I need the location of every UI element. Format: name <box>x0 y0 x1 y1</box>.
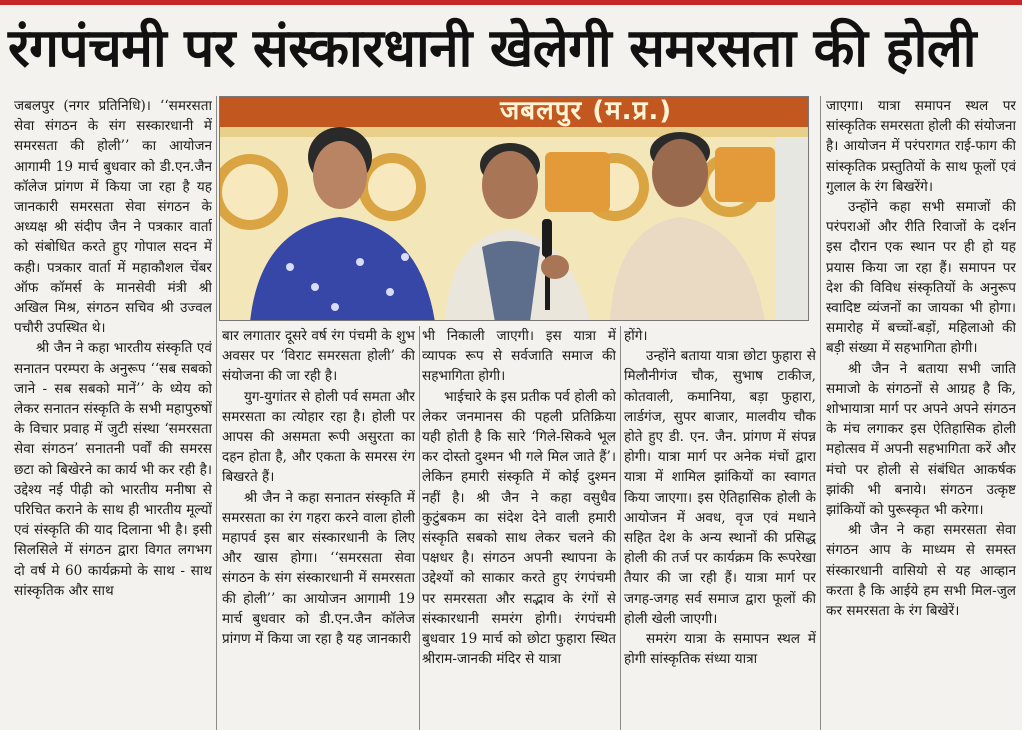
article-column-4 <box>624 326 816 730</box>
paragraph: भी निकाली जाएगी। इस यात्रा में व्यापक रूप से सर्वजाति समाज की सहभागिता होगी। <box>422 328 616 385</box>
paragraph: होंगे। <box>624 328 648 344</box>
column-divider <box>216 96 217 730</box>
top-red-rule <box>0 0 1022 5</box>
paragraph: जाएगा। यात्रा समापन स्थल पर सांस्कृतिक समरसता होली की संयोजना है। आयोजन में परंपरागत राई-फाग की सांस्कृतिक प्रस्तुतियों के साथ फूलों एवं गुलाल के रंग बिखरेंगे। <box>826 98 1016 195</box>
paragraph: श्री जैन ने कहा सनातन संस्कृति में समरसता का रंग गहरा करने वाला होली महापर्व इस बार संस्कारधानी के लिए और खास होगा। ‘‘समरसता सेवा संगठन के संग संस्कारधानी में समरसता की होली’’ का आयोजन आगामी 19 मार्च बुधवार को डी.एन.जैन कॉलेज प्रांगण में किया जा रहा है यह जानकारी <box>222 489 415 648</box>
article-column-3 <box>422 326 616 730</box>
paragraph: श्री जैन ने कहा समरसता सेवा संगठन आप के माध्यम से समस्त संस्कारधानी वासियो से यह आव्हान करता है कि आईये हम सभी मिल-जुल कर समरसता के रंग बिखेरें। <box>826 522 1016 620</box>
paragraph: भाईचारे के इस प्रतीक पर्व होली को लेकर जनमानस की पहली प्रतिक्रिया यही होती है कि सारे ‘गिले-सिकवे भूल कर दोस्तो दुश्मन भी गले मिल जाते हैं’। लेकिन हमारी संस्कृति में कोई दुश्मन नहीं है। श्री जैन ने कहा वसुधैव कुटुंबकम का संदेश देने वाली हमारी संस्कृति सबको साथ लेकर चलने की पक्षधर है। संगठन अपनी स्थापना के उद्देश्यों को साकार करते हुए रंगपंचमी पर समरसता और सद्भाव के रंगों से संस्कारधानी समरंग होगी। रंगपंचमी बुधवार 19 मार्च को छोटा फुहारा स्थित श्रीराम-जानकी मंदिर से यात्रा <box>422 388 616 668</box>
paragraph: युग-युगांतर से होली पर्व समता और समरसता का त्योहार रहा है। होली पर आपस की असमता रूपी असुरता का दहन होता है, और एकता के समरस रंग बिखरते हैं। <box>222 388 415 486</box>
headline: रंगपंचमी पर संस्कारधानी खेलेगी समरसता की होली <box>8 18 976 79</box>
article-column-5 <box>826 96 1016 730</box>
column-divider <box>419 326 420 730</box>
paragraph: उन्होंने कहा सभी समाजों की परंपराओं और रीति रिवाजों के दर्शन इस दौरान एक स्थान पर ही हो यह प्रयास किया जा रहा हैं। समापन पर देश की विविध संस्कृतियों के अनुरूप स्वादिष्ट व्यंजनों का जायका भी होगा। समारोह में बच्चों-बड़ों, महिलाओ की बड़ी संख्या में सहभागिता होगी। <box>826 199 1016 357</box>
article-column-1 <box>14 96 212 730</box>
paragraph: श्री जैन ने कहा भारतीय संस्कृति एवं सनातन परम्परा के अनुरूप ‘‘सब सबको जाने - सब सबको मानें’’ के ध्येय को लेकर सनातन संस्कृति के सभी महापुरुषों के विचार प्रवाह में जुटी संस्था ‘समरसता सेवा संगठन’ सनातनी पर्वों की समरस छटा को बिखेरने का कार्य भी कर रही है। उद्देश्य नई पीढ़ी को भारतीय मनीषा से परिचित कराने के साथ ही भारतीय मूल्यों एवं संस्कृति की याद दिलाना भी है। इसी सिलसिले में संगठन द्वारा विगत लगभग दो वर्ष मे 60 कार्यक्रमो के साथ - साथ सांस्कृतिक और साथ <box>14 340 212 599</box>
column-divider <box>620 326 621 730</box>
paragraph: जबलपुर (नगर प्रतिनिधि)। ‘‘समरसता सेवा संगठन के संग सस्कारधानी में समरसता की होली’’ का आयोजन आगामी 19 मार्च बुधवार को डी.एन.जैन कॉलेज प्रांगण में किया जा रहा है यह जानकारी समरसता सेवा संगठन के अध्यक्ष श्री संदीप जैन ने पत्रकार वार्ता को संबोधित करते हुए गोपाल सदन में कही। पत्रकार वार्ता में महाकौशल चेंबर ऑफ कॉमर्स के मानसेवी मंत्री श्री अखिल मिश्र, संगठन सचिव श्री उज्वल पचौरी उपस्थित थे। <box>14 98 212 337</box>
paragraph: बार लगातार दूसरे वर्ष रंग पंचमी के शुभ अवसर पर ‘विराट समरसता होली’ की संयोजना की जा रही है। <box>222 328 415 385</box>
press-conference-photo <box>219 96 809 321</box>
paragraph: समरंग यात्रा के समापन स्थल में होगी सांस्कृतिक संध्या यात्रा <box>624 631 816 668</box>
column-divider <box>820 96 821 730</box>
paragraph: उन्होंने बताया यात्रा छोटा फुहारा से मिलौनीगंज चौक, सुभाष टाकीज, कोतवाली, कमानिया, बड़ा फुहारा, लार्डगंज, सुपर बाजार, मालवीय चौक होते हुए डी. एन. जैन. प्रांगण में संपन्न होगी। यात्रा मार्ग पर अनेक मंचों द्वारा यात्रा में शामिल झांकियों का स्वागत किया जाएगा। इस ऐतिहासिक होली के आयोजन में अवध, वृज एवं मथाने सहित देश के अन्य स्थानों की प्रसिद्ध होली की तर्ज पर कार्यक्रम कि रूपरेखा तैयार की जा रही हैं। यात्रा मार्ग पर जगह-जगह सर्व समाज द्वारा फूलों की होली खेली जाएगी। <box>624 348 816 627</box>
article-column-2 <box>222 326 415 730</box>
banner-text: जबलपुर (म.प्र.) <box>500 97 673 126</box>
paragraph: श्री जैन ने बताया सभी जाति समाजो के संगठनों से आग्रह है कि, शोभायात्रा मार्ग पर अपने अपने संगठन के मंच लगाकर इस ऐतिहासिक होली महोत्सव में अपनी सहभागिता करें और मंचो पर होली से संबंधित आकर्षक झांकी भी बनाये। संगठन उत्कृष्ट झांकियों को पुरूस्कृत भी करेगा। <box>826 360 1016 519</box>
photo-illustration <box>220 97 809 321</box>
